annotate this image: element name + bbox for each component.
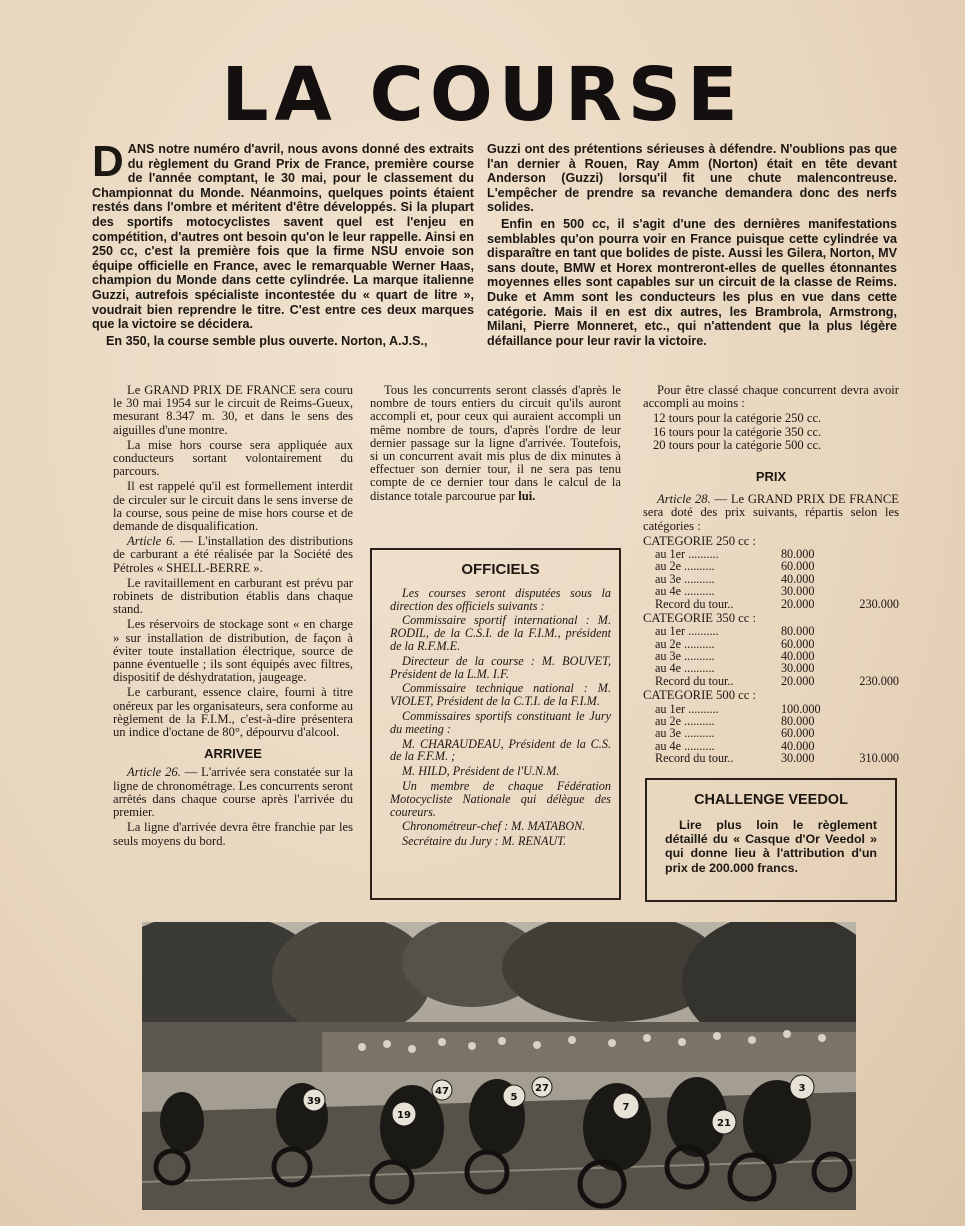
classement-line: 20 tours pour la catégorie 500 cc. (653, 437, 822, 452)
prize-value: 30.000 (780, 584, 815, 599)
prize-value: 30.000 (780, 661, 815, 676)
prize-row (643, 727, 899, 739)
prize-total (850, 638, 899, 650)
prize-row (643, 638, 899, 650)
article-ref: Article 26. (127, 765, 181, 780)
text-column-3 (643, 384, 899, 765)
prize-total (850, 585, 899, 597)
classement-intro: Pour être classé chaque concurrent devra avoir accompli au moins : (643, 383, 899, 411)
prize-label: Record du tour.. (655, 752, 734, 765)
paragraph: Tous les concurrents seront classés d'après le nombre de tours entiers du circuit qu'ils auront accompli et, pour ceux qui auraient accompli un même nombre de tours, d'après l'ordre de leur dernier passage sur la ligne d'arrivée. Toutefois, si un concurrent avait mis plus de dix minutes à effectuer son dernier tour, il ne sera pas tenu compte de ce dernier tour dans le calcul de la distance totale parcourue par lui. (370, 383, 621, 503)
prize-category-heading: CATEGORIE 350 cc : (643, 611, 756, 626)
prize-category-heading: CATEGORIE 250 cc : (643, 533, 756, 548)
text-column-1 (113, 384, 353, 850)
intro-paragraph: Enfin en 500 cc, il s'agit d'une des dernières manifestations semblables qu'on pourra voir en France puisque cette cylindrée va disparaître en tant que bolides de piste. Aussi les Gilera, Norton, MV sans doute, BMW et Horex montreront-elles de quelles étonnantes moyennes elles sont capables sur un circuit de la classe de Reims. Duke et Amm sont les conducteurs les plus en vue dans cette catégorie. Mais il en est dix autres, les Brambrola, Armstrong, Milani, Pierre Monneret, etc., qui n'attendent que la plus légère défaillance pour leur ravir la victoire. (487, 216, 897, 348)
prize-total (850, 703, 899, 715)
prix-intro: Article 28. — Le GRAND PRIX DE FRANCE sera doté des prix suivants, répartis selon les catégories : (643, 492, 899, 533)
officiels-line: M. CHARAUDEAU, Président de la C.S. de la F.F.M. ; (390, 736, 611, 764)
prize-total (850, 715, 899, 727)
prize-row (643, 573, 899, 585)
prize-value: 40.000 (780, 649, 815, 664)
bike-number: 5 (510, 1092, 518, 1103)
officiels-line: Les courses seront disputées sous la direction des officiels suivants : (390, 585, 611, 613)
bike-number: 47 (435, 1086, 449, 1097)
bike-number: 3 (798, 1083, 806, 1094)
prize-row (643, 625, 899, 637)
officiels-line: M. HILD, Président de l'U.N.M. (402, 764, 560, 779)
prize-row (643, 752, 899, 764)
bike-number: 39 (307, 1096, 321, 1107)
classement-list (643, 412, 899, 452)
prize-row (643, 598, 899, 610)
paragraph: La mise hors course sera appliquée aux conducteurs sortant volontairement du parcours. (113, 437, 353, 479)
prize-value: 80.000 (780, 713, 815, 728)
prize-tables (643, 535, 899, 765)
paragraph: Article 6. — L'installation des distributions de carburant a été réalisée par la Société des Pétroles « SHELL-BERRE ». (113, 534, 353, 575)
challenge-text: Lire plus loin le règlement détaillé du « Casque d'Or Veedol » qui donne lieu à l'attribution d'un prix de 200.000 francs. (665, 818, 877, 875)
prize-row (643, 715, 899, 727)
prize-row (643, 548, 899, 560)
article-ref: Article 6. (127, 534, 176, 549)
prize-value: 40.000 (780, 571, 815, 586)
text-column-2 (370, 384, 621, 505)
intro-paragraph: DANS notre numéro d'avril, nous avons donné des extraits du règlement du Grand Prix de France, première course de l'année comptant, le 30 mai, pour le classement du Championnat du Monde. Néanmoins, quelques points étaient restés dans l'ombre et méritent d'être développés. Si la plupart des sportifs motocyclistes savent quel est l'enjeu en compétition, d'autres ont besoin qu'on le leur rappelle. Ainsi en 250 cc, c'est la première fois que la firme NSU envoie son équipe officielle en France, avec le remarquable Werner Haas, champion du Monde dans cette cylindrée. La marque italienne Guzzi, autrefois spécialiste incontestée du « quart de litre », voudrait bien reprendre le titre. C'est entre ces deux marques que la victoire se décidera. (92, 137, 474, 332)
prize-value: 80.000 (780, 547, 815, 562)
prize-total (850, 573, 899, 585)
prize-label: au 1er .......... (655, 548, 719, 561)
paragraph: Article 26. — L'arrivée sera constatée sur la ligne de chronométrage. Les concurrents seront arrêtés dans chaque course après l'arrivée du premier. (113, 765, 353, 820)
prize-value: 30.000 (780, 751, 815, 766)
prize-total: 310.000 (859, 751, 899, 766)
prize-value: 60.000 (780, 559, 815, 574)
prize-row (643, 560, 899, 572)
prize-total: 230.000 (859, 596, 899, 611)
challenge-veedol-box (645, 778, 897, 902)
prize-value: 100.000 (780, 701, 821, 716)
prix-heading: PRIX (755, 469, 787, 485)
prize-label: au 2e .......... (655, 714, 715, 728)
page-title: LA COURSE (221, 52, 744, 138)
officiels-line: Commissaire technique national : M. VIOLET, Président de la C.T.I. de la F.I.M. (390, 681, 611, 709)
paragraph: Le carburant, essence claire, fourni à titre onéreux par les organisateurs, sera conforme au règlement de la F.I.M., c'est-à-dire présentera un indice d'octane de 80°, dépourvu d'alcool. (113, 685, 354, 740)
prize-value: 60.000 (780, 636, 815, 651)
classement-line: 12 tours pour la catégorie 250 cc. (653, 411, 822, 426)
section-heading-arrivee: ARRIVEE (204, 746, 262, 762)
photo-illustration (142, 922, 856, 1210)
prize-label: au 3e .......... (655, 650, 715, 663)
prize-label: Record du tour.. (655, 597, 734, 611)
bike-number: 7 (622, 1102, 630, 1113)
article-ref: Article 28. (657, 492, 711, 507)
officiels-line: Secrétaire du Jury : M. RENAUT. (402, 834, 567, 849)
drop-cap: D (92, 137, 124, 186)
prize-label: au 1er .......... (655, 625, 719, 638)
prize-row (643, 675, 899, 687)
officiels-line: Directeur de la course : M. BOUVET, Président de la L.M. I.F. (390, 653, 611, 681)
paragraph: Il est rappelé qu'il est formellement interdit de circuler sur le circuit dans le sens inverse de la course, sous peine de mise hors course et de demande de disqualification. (113, 479, 353, 534)
officiels-line: Commissaires sportifs constituant le Jury du meeting : (390, 708, 611, 736)
prize-label: au 2e .......... (655, 637, 715, 651)
bike-number: 19 (397, 1110, 411, 1121)
prize-total: 230.000 (859, 673, 899, 688)
intro-paragraph: Guzzi ont des prétentions sérieuses à défendre. N'oublions pas que l'an dernier à Rouen, Ray Amm (Norton) était en tête devant Anderson (Guzzi) lorsqu'il fit une chute malencontreuse. L'empêcher de prendre sa revanche demandera donc des nerfs solides. (487, 142, 897, 215)
prize-total (850, 548, 899, 560)
prize-label: Record du tour.. (655, 674, 734, 688)
intro-paragraph: En 350, la course semble plus ouverte. Norton, A.J.S., (106, 333, 428, 348)
intro-left-column (92, 137, 474, 350)
paragraph: Le GRAND PRIX DE FRANCE sera couru le 30 mai 1954 sur le circuit de Reims-Gueux, mesurant 8.347 m. 30, et dans le sens des aiguilles d'une montre. (113, 383, 353, 437)
prize-value: 60.000 (780, 726, 815, 741)
prize-value: 20.000 (780, 596, 815, 611)
prize-total (850, 727, 899, 739)
officiels-line: Commissaire sportif international : M. RODIL, de la C.S.I. de la F.I.M., président de la R.F.M.E. (390, 613, 611, 653)
bike-number: 27 (535, 1083, 549, 1094)
officiels-line: Un membre de chaque Fédération Motocycliste Nationale qui délègue des coureurs. (390, 778, 611, 819)
prize-value: 40.000 (780, 738, 815, 753)
prize-label: au 2e .......... (655, 560, 715, 573)
prize-total (850, 625, 899, 637)
prize-value: 20.000 (780, 673, 815, 688)
prize-label: au 3e .......... (655, 727, 715, 740)
prize-row (643, 650, 899, 662)
prize-row (643, 585, 899, 597)
prize-category-heading: CATEGORIE 500 cc : (643, 688, 756, 703)
officiels-box (370, 548, 621, 900)
bike-number: 21 (717, 1118, 731, 1129)
prize-label: au 1er .......... (655, 702, 719, 715)
prize-label: au 4e .......... (655, 739, 715, 753)
intro-right-column (487, 142, 897, 350)
prize-row (643, 703, 899, 715)
prize-label: au 3e .......... (655, 572, 715, 586)
challenge-title: CHALLENGE VEEDOL (694, 792, 848, 808)
officiels-line: Chronométreur-chef : M. MATABON. (402, 819, 586, 834)
prize-label: au 4e .......... (655, 662, 715, 675)
race-start-photo (142, 922, 856, 1210)
prize-value: 80.000 (780, 624, 815, 639)
prize-total (850, 650, 899, 662)
officiels-title: OFFICIELS (461, 561, 540, 578)
prize-label: au 4e .......... (655, 585, 715, 598)
paragraph: Le ravitaillement en carburant est prévu par robinets de distribution établis dans chaque stand. (113, 575, 353, 617)
prize-total (850, 560, 899, 572)
paragraph: Les réservoirs de stockage sont « en charge » sur installation de distribution, de façon à éviter toute installation électrique, source de panne éventuelle ; ils sont équipés avec filtres, dispositif de déshydratation, jaugeage. (113, 617, 353, 685)
classement-line: 16 tours pour la catégorie 350 cc. (653, 424, 822, 439)
paragraph: La ligne d'arrivée devra être franchie par les seuls moyens du bord. (113, 820, 353, 848)
